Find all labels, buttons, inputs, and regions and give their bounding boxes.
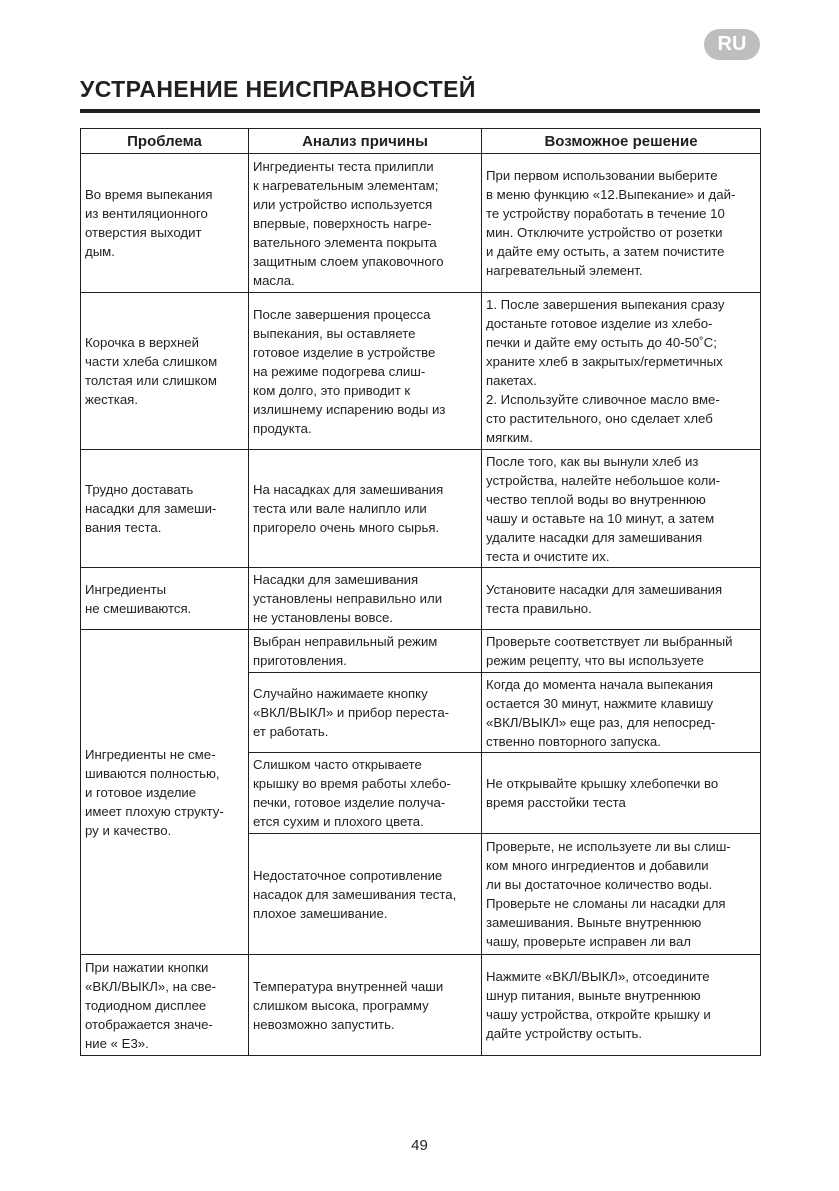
table-row <box>81 568 761 630</box>
header-cause: Анализ причины <box>249 129 482 154</box>
solution-cell: Установите насадки для замешивания теста правильно. <box>482 568 761 630</box>
page-number: 49 <box>411 1137 428 1154</box>
table-row <box>81 154 761 293</box>
problem-cell: Ингредиенты не смешиваются. <box>81 568 249 630</box>
cause-cell: Случайно нажимаете кнопку «ВКЛ/ВЫКЛ» и прибор переста- ет работать. <box>249 673 482 753</box>
title-underline <box>80 109 760 113</box>
table-header-row <box>81 129 761 154</box>
header-problem: Проблема <box>81 129 249 154</box>
cause-cell: На насадках для замешивания теста или вале налипло или пригорело очень много сырья. <box>249 450 482 568</box>
cause-cell: После завершения процесса выпекания, вы оставляете готовое изделие в устройстве на режиме подогрева слиш- ком долго, это приводит к излишнему испарению воды из продукта. <box>249 293 482 450</box>
table-row <box>81 955 761 1056</box>
page-title: УСТРАНЕНИЕ НЕИСПРАВНОСТЕЙ <box>80 76 476 102</box>
cause-cell: Насадки для замешивания установлены неправильно или не установлены вовсе. <box>249 568 482 630</box>
solution-cell: Когда до момента начала выпекания остается 30 минут, нажмите клавишу «ВКЛ/ВЫКЛ» еще раз, для непосред- ственно повторного запуска. <box>482 673 761 753</box>
solution-cell: При первом использовании выберите в меню функцию «12.Выпекание» и дай- те устройству поработать в течение 10 мин. Отключите устройство от розетки и дайте ему остыть, а затем почистите нагревательный элемент. <box>482 154 761 293</box>
troubleshooting-table <box>80 128 761 1056</box>
problem-cell: При нажатии кнопки «ВКЛ/ВЫКЛ», на све- тодиодном дисплее отображается значе- ние « Е3». <box>81 955 249 1056</box>
problem-cell: Трудно доставать насадки для замеши- вания теста. <box>81 450 249 568</box>
language-badge: RU <box>704 29 760 60</box>
solution-cell: Нажмите «ВКЛ/ВЫКЛ», отсоедините шнур питания, выньте внутреннюю чашу устройства, откройте крышку и дайте устройству остыть. <box>482 955 761 1056</box>
solution-cell: 1. После завершения выпекания сразу достаньте готовое изделие из хлебо- печки и дайте ему остыть до 40-50˚С; храните хлеб в закрытых/герметичных пакетах. 2. Используйте сливочное масло вме- сто растительного, оно сделает хлеб мягким. <box>482 293 761 450</box>
cause-cell: Ингредиенты теста прилипли к нагревательным элементам; или устройство используется впервые, поверхность нагре- вательного элемента покрыта защитным слоем упаковочного масла. <box>249 154 482 293</box>
solution-cell: Не открывайте крышку хлебопечки во время расстойки теста <box>482 753 761 834</box>
solution-cell: После того, как вы вынули хлеб из устройства, налейте небольшое коли- чество теплой воды во внутреннюю чашу и оставьте на 10 минут, а затем удалите насадки для замешивания теста и очистите их. <box>482 450 761 568</box>
solution-cell: Проверьте, не используете ли вы слиш- ком много ингредиентов и добавили ли вы достаточное количество воды. Проверьте не сломаны ли насадки для замешивания. Выньте внутреннюю чашу, проверьте исправен ли вал <box>482 834 761 955</box>
solution-cell: Проверьте соответствует ли выбранный режим рецепту, что вы используете <box>482 630 761 673</box>
table-row <box>81 450 761 568</box>
table-row <box>81 293 761 450</box>
problem-cell: Во время выпекания из вентиляционного отверстия выходит дым. <box>81 154 249 293</box>
cause-cell: Недостаточное сопротивление насадок для замешивания теста, плохое замешивание. <box>249 834 482 955</box>
cause-cell: Температура внутренней чаши слишком высока, программу невозможно запустить. <box>249 955 482 1056</box>
cause-cell: Слишком часто открываете крышку во время работы хлебо- печки, готовое изделие получа- ется сухим и плохого цвета. <box>249 753 482 834</box>
table-row <box>81 630 761 673</box>
problem-cell: Ингредиенты не сме- шиваются полностью, и готовое изделие имеет плохую структу- ру и качество. <box>81 630 249 955</box>
problem-cell: Корочка в верхней части хлеба слишком толстая или слишком жесткая. <box>81 293 249 450</box>
header-solution: Возможное решение <box>482 129 761 154</box>
cause-cell: Выбран неправильный режим приготовления. <box>249 630 482 673</box>
